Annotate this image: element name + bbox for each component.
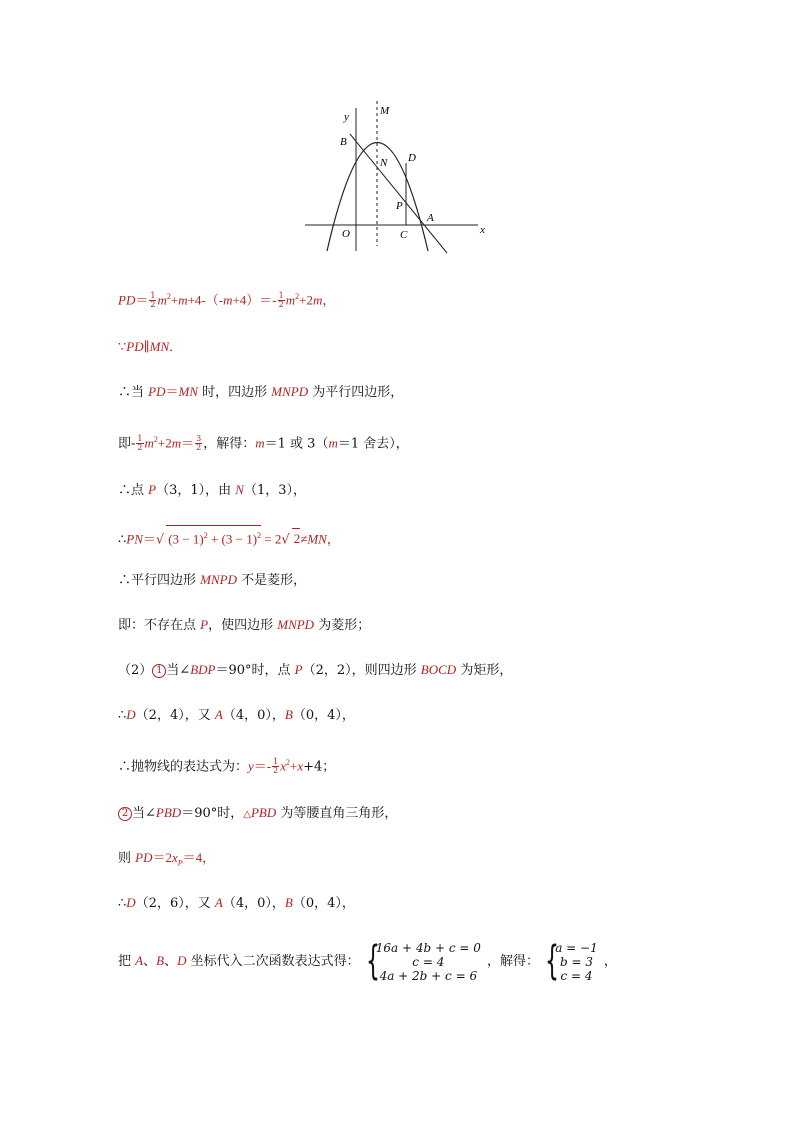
fraction: $\frac{1}{2}$ — [137, 434, 143, 453]
equation-system-1: { 16a + 4b + c = 0 c = 4 4a + 2b + c = 6 — [365, 937, 481, 984]
solution-line-3: ∴当 PD＝MN 时，四边形 MNPD 为平行四边形， — [118, 384, 404, 400]
solution-line-6: ∴PN＝√ $(3 - 1)^2 + (3 - 1)^2 = 2√$ 2≠MN， — [118, 525, 340, 550]
parabola-figure — [300, 96, 490, 256]
solution-line-7: ∴平行四边形 MNPD 不是菱形， — [118, 572, 307, 588]
equation-system-2: { a = −1 b = 3 c = 4 — [545, 937, 598, 984]
solution-line-15: 把 A、B、D 坐标代入二次函数表达式得： { 16a + 4b + c = 0 c = 4 4a + 2b + c = 6 ，解得： { a = −1 b = 3 c = 4 ， — [118, 937, 617, 984]
label-d: D — [408, 152, 416, 164]
label-m: M — [380, 105, 390, 117]
label-y: y — [344, 111, 349, 123]
fraction: $\frac{1}{2}$ — [150, 291, 156, 310]
solution-line-11: ∴抛物线的表达式为：y＝- $\frac{1}{2}$ $x^2+x+4$； — [118, 757, 336, 776]
fraction: $\frac{1}{2}$ — [278, 291, 284, 310]
solution-line-12: 2 当∠PBD＝90°时，△PBD 为等腰直角三角形， — [118, 803, 397, 825]
parabola-diagram — [300, 96, 490, 256]
circled-number: 1 — [152, 664, 166, 678]
solution-line-4: 即- $\frac{1}{2}$ $m^2+2m=$ $\frac{3}{2}$ ，解得：m＝1 或 3（m＝1 舍去）， — [118, 434, 409, 453]
solution-line-14: ∴D（2，6），又 A（4，0），B（0，4）， — [118, 895, 355, 911]
label-a: A — [427, 212, 434, 224]
solution-line-13: 则 $PD=2x_P=4$， — [118, 850, 216, 868]
solution-line-1: PD＝ $\frac{1}{2}$ $m^2+m+4-(-m+4)=-$ $\frac{1}{2}$ $m^2+2m$， — [118, 291, 336, 310]
solution-line-9: （2） 1 当∠BDP＝90°时，点 P（2，2），则四边形 BOCD 为矩形， — [118, 662, 513, 678]
solution-line-2: ∵PD∥MN． — [118, 339, 183, 354]
label-p: P — [396, 200, 403, 212]
line-ba — [350, 134, 447, 253]
fraction: $\frac{3}{2}$ — [196, 434, 202, 453]
label-c: C — [400, 229, 408, 241]
solution-line-5: ∴点 P（3，1），由 N（1，3）， — [118, 482, 306, 498]
solution-line-8: 即：不存在点 P，使四边形 MNPD 为菱形； — [118, 617, 371, 633]
circled-number: 2 — [118, 807, 132, 821]
solution-line-10: ∴D（2，4），又 A（4，0），B（0，4）， — [118, 707, 355, 723]
label-b: B — [340, 136, 347, 148]
label-n: N — [380, 157, 388, 169]
label-o: O — [342, 228, 350, 240]
fraction: $\frac{1}{2}$ — [273, 757, 279, 776]
label-x: x — [480, 224, 485, 236]
